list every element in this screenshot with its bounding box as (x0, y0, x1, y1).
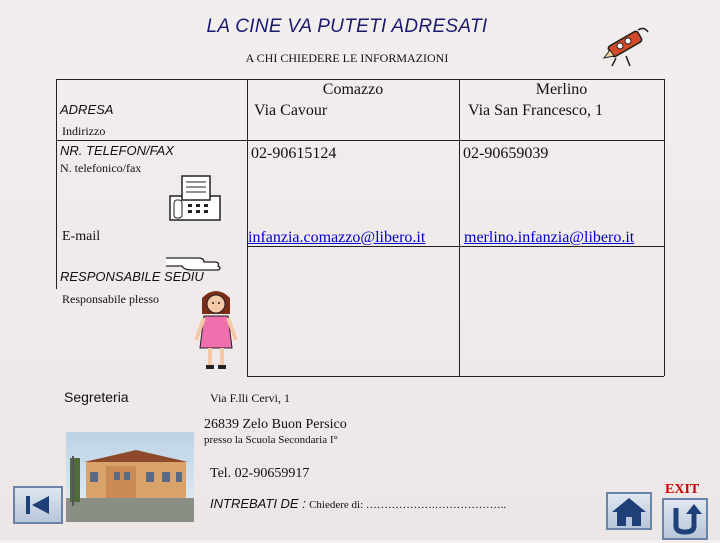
row-sublabel-responsabile: Responsabile plesso (62, 292, 159, 306)
table-top-border (56, 79, 664, 80)
column-name-comazzo: Comazzo (322, 81, 384, 98)
exit-link[interactable]: EXIT (665, 482, 700, 497)
column-name-merlino: Merlino (535, 81, 588, 98)
table-bottom-border (247, 376, 664, 377)
return-button[interactable] (662, 498, 708, 540)
page-title: LA CINE VA PUTETI ADRESATI (206, 16, 488, 37)
row-label-adresa: ADRESA (60, 102, 114, 117)
phone-merlino: 02-90659039 (463, 145, 549, 162)
fax-machine-icon (166, 172, 226, 224)
row-label-email: E-mail (62, 229, 101, 244)
ask-line (210, 496, 506, 512)
home-icon (608, 494, 650, 528)
pencil-mascot-icon (600, 24, 650, 68)
page-subtitle: A CHI CHIEDERE LE INFORMAZIONI (245, 51, 449, 65)
row-label-phone: NR. TELEFON/FAX (60, 143, 174, 158)
table-left-border (56, 79, 57, 289)
ask-label: INTREBATI DE : (210, 496, 306, 511)
segreteria-phone: Tel. 02-90659917 (210, 466, 310, 481)
first-slide-icon (15, 488, 61, 522)
segreteria-note: presso la Scuola Secondaria I° (204, 434, 338, 446)
address-merlino: Via San Francesco, 1 (468, 102, 603, 119)
return-icon (664, 500, 706, 538)
table-col-divider (459, 79, 460, 376)
table-right-border (664, 79, 665, 376)
email-link-comazzo[interactable]: infanzia.comazzo@libero.it (248, 229, 426, 246)
row-sublabel-phone: N. telefonico/fax (60, 161, 142, 175)
table-col-divider (247, 79, 248, 376)
ask-sublabel: Chiedere di: ……………….……………….. (309, 499, 507, 511)
phone-comazzo: 02-90615124 (251, 145, 337, 162)
row-sublabel-indirizzo: Indirizzo (62, 124, 106, 138)
woman-illustration-icon (192, 288, 240, 372)
email-link-merlino[interactable]: merlino.infanzia@libero.it (464, 229, 635, 246)
first-slide-button[interactable] (13, 486, 63, 524)
school-building-photo (66, 432, 194, 522)
segreteria-label: Segreteria (64, 389, 129, 405)
row-label-responsabile: RESPONSABILE SEDIU (60, 269, 204, 284)
table-row-divider (56, 140, 664, 141)
address-comazzo: Via Cavour (254, 102, 328, 119)
segreteria-city: 26839 Zelo Buon Persico (204, 417, 347, 432)
home-button[interactable] (606, 492, 652, 530)
segreteria-address: Via F.lli Cervi, 1 (210, 391, 290, 405)
